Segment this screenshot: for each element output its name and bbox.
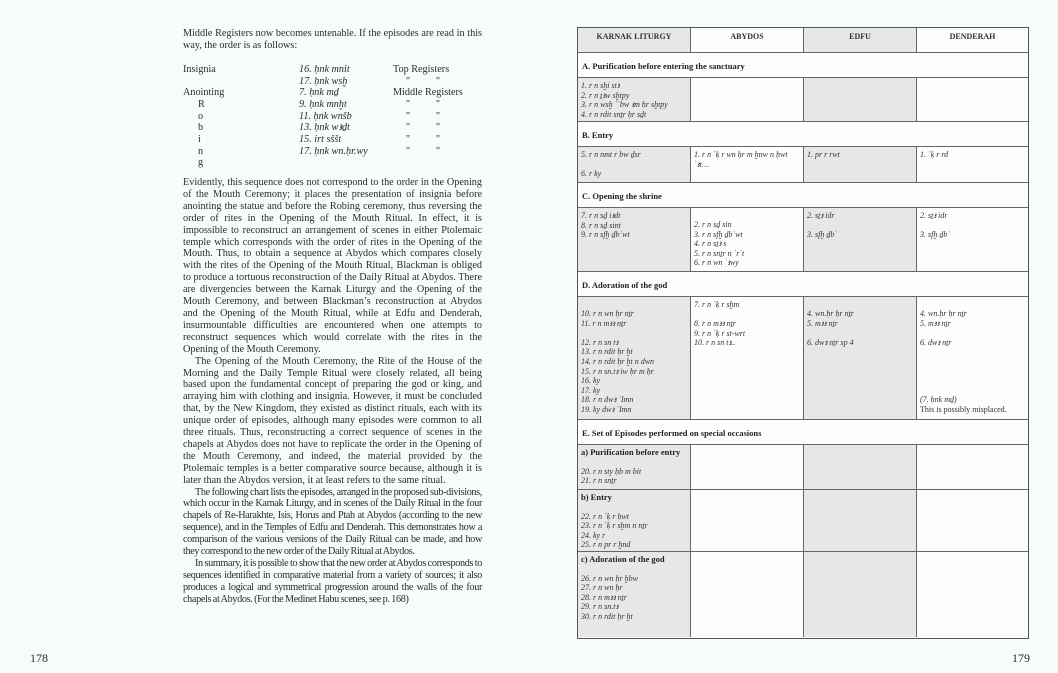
- ditto-mark: ": [435, 98, 441, 110]
- episode-line: 2. r n sḏ sin: [694, 220, 732, 229]
- cell-a-karnak: [578, 78, 691, 121]
- cell-e-a-denderah: [917, 445, 1028, 489]
- episode-line: 24. ky r: [581, 530, 606, 540]
- episode-group: [807, 338, 913, 348]
- episode-group: [920, 309, 1025, 328]
- cell-e-c-edfu: [804, 552, 917, 637]
- cell-c-abydos: [691, 208, 804, 271]
- episode-line: 4. r n rdit snṯr ḥr sḏt: [581, 109, 647, 119]
- episode-line: 3. r n wsḫ ʿʿbw ꜣm ḥr sḫtpy: [581, 100, 668, 110]
- page-number-right: 179: [1012, 651, 1030, 665]
- body-paragraph-2: The Opening of the Mouth Ceremony, the Rite of the House of the Morning and the Daily Temple Ritual were closely related, all being based upon the fundamental concept of preparing the god or king, and arraying him with clothing and insignia. However, it must be concluded that, by the New Kingdom, they existed as distinct rituals, each with its unique order of episodes, although many episodes were common to all three rituals. Thus, reconstructing a correct sequence of scenes in the chapels at Abydos does not have to replicate the order in the Opening of the Mouth Ceremony, and indeed, the material provided by the Ptolemaic temples is a better comparative source because, although it is later than the Abydos version, it at least refers to the same ritual.: [183, 355, 482, 486]
- order-register: Top Registers: [393, 63, 450, 75]
- ditto-mark: ": [405, 133, 411, 145]
- cell-e-b-denderah: [917, 490, 1028, 551]
- section-title-d: D. Adoration of the god: [578, 272, 1028, 297]
- episode-line: 1. pr r rwt: [807, 150, 840, 159]
- table-row-e-c: [578, 552, 1028, 637]
- episode-group: [581, 574, 687, 622]
- header-denderah: DENDERAH: [949, 32, 996, 41]
- episode-group: [581, 467, 687, 486]
- episode-line: 6. dwꜣ nṯr sp 4: [807, 337, 854, 347]
- episode-line: 3. r n sfḫ ḏbʿwt: [694, 229, 743, 239]
- order-row: [183, 87, 482, 99]
- episode-line: 19. ky dwꜣ ʾImn: [581, 404, 632, 414]
- table-row-e-b: [578, 490, 1028, 552]
- subsection-title-e-b: b) Entry: [581, 492, 612, 502]
- order-row: [183, 157, 482, 169]
- order-register: [393, 122, 482, 134]
- order-rite-label: [183, 76, 299, 88]
- order-episode: 17. ḥnk wsḫ: [299, 75, 348, 87]
- episode-line: 8. r n mꜣꜣ nṯr: [694, 319, 736, 329]
- episode-line: 9. r n sfḫ ḏbʿwt: [581, 230, 630, 240]
- order-rite-label: g: [198, 157, 204, 169]
- episode-line: 14. r n rdit ḥr ḫt n dwn: [581, 356, 655, 366]
- order-register: Middle Registers: [393, 87, 463, 99]
- episode-group: [694, 300, 800, 310]
- order-row: [183, 99, 482, 111]
- ditto-mark: ": [435, 145, 441, 157]
- episode-line: 21. r n snṯr: [581, 476, 617, 486]
- table-row-b: [578, 147, 1028, 183]
- episode-group: [581, 338, 687, 415]
- ditto-mark: ": [405, 98, 411, 110]
- header-karnak: KARNAK LITURGY: [578, 28, 691, 52]
- header-abydos: ABYDOS: [691, 28, 804, 52]
- episode-group: [581, 309, 687, 328]
- body-paragraph-3: The following chart lists the episodes, arranged in the proposed sub-divisions, which occur in the Karnak Liturgy, and in scenes of the Daily Ritual in the four chapels of Re-Harakhte, Isis, Horus and Ptah at Abydos (according to the new sequence), and in the Temples of Edfu and Denderah. This demonstrates how a comparison of the various versions of the Daily Ritual can be made, and how they correspond to the new order of the Daily Ritual at Abydos.: [183, 486, 482, 558]
- episode-line: 7. r n sḏ iꜣdt: [581, 211, 621, 220]
- cell-a-edfu: [804, 78, 917, 121]
- ditto-mark: ": [435, 110, 441, 122]
- body-paragraph-1: Evidently, this sequence does not correspond to the order in the Opening of the Mouth Ceremony; it places the presentation of insignia before anointing the statue and before the Robing ceremony, thus reversing the order of rites in the Opening of the Mouth Ritual. In effect, it is impossible to reconstruct an arrangement of scenes in either Ptolemaic temple which corresponds with the order of rites in the Opening of the Mouth. Thus, to obtain a sequence at Abydos which compares closely with the rites of the Opening of the Mouth Ritual, Blackman is obliged to produce a tortuous reconstruction of the Daily Ritual at Abydos. There are divergencies between the Karnak Liturgy and the Opening of the Mouth Ceremony, and between Blackman’s reconstruction at Abydos and the Opening of the Mouth Ritual, while at Edfu and Denderah, insurmountable difficulties are encountered when one attempts to reconstruct sequences which would correlate with the rites in the Opening of the Mouth Ceremony.: [183, 177, 482, 355]
- order-rite-label: b: [198, 122, 204, 134]
- episode-line: 3. sfḫ ḏbʿ: [920, 230, 950, 240]
- order-row: [183, 134, 482, 146]
- episode-line: 1. r n ʿḳ r wn ḥr m ḫnw n ḥwt: [694, 150, 788, 159]
- episode-line: 5. r n nmt r bw ḏsr: [581, 150, 641, 159]
- section-title-a: A. Purification before entering the sanctuary: [578, 53, 1028, 78]
- order-rite-label: n: [198, 145, 204, 157]
- ditto-mark: ": [405, 75, 411, 87]
- cell-e-b-edfu: [804, 490, 917, 551]
- section-title-b: B. Entry: [578, 122, 1028, 147]
- order-episode: 9. ḥnk mnḫt: [299, 98, 347, 110]
- episode-order-list: [183, 64, 482, 169]
- cell-c-karnak: [578, 208, 691, 271]
- episode-line: 20. r n sty ḥb m bit: [581, 466, 642, 476]
- episode-line: 2. sṯꜣ idr: [920, 211, 948, 220]
- episode-group: [920, 338, 1025, 348]
- order-rite-label: R: [198, 98, 205, 110]
- denderah-note: This is possibly misplaced.: [920, 404, 1007, 414]
- episode-line: 4. r n sṯꜣ s: [694, 239, 727, 249]
- cell-e-c-denderah: [917, 552, 1028, 637]
- episode-line: 5. r n snṯr n ʿrʿt: [694, 248, 745, 258]
- episode-line: 10. r n wn ḥr nṯr: [581, 309, 634, 318]
- episode-line: 16. ky: [581, 376, 601, 386]
- cell-b-denderah: [917, 147, 1028, 182]
- table-row-c: [578, 208, 1028, 272]
- body-paragraph-4: In summary, it is possible to show that the new order at Abydos corresponds to sequences identified in comparative material from a variety of sources; it also produces a logical and symmetrical progression around the walls of the four chapels at Abydos. (For the Medinet Habu scenes, see p. 168): [183, 558, 482, 605]
- cell-a-abydos: [691, 78, 804, 121]
- denderah-note-episode: (7. ḥnk mḏ): [920, 395, 957, 405]
- page-number-left: 178: [30, 651, 48, 665]
- episode-line: 11. r n mꜣꜣ nṯr: [581, 318, 627, 328]
- cell-d-edfu: [804, 297, 917, 419]
- cell-e-b-abydos: [691, 490, 804, 551]
- episode-group: [694, 319, 800, 348]
- episode-line: 10. r n sn tꜣ..: [694, 338, 736, 348]
- order-rite-label: Anointing: [183, 87, 225, 99]
- order-register: [393, 76, 482, 88]
- cell-b-edfu: [804, 147, 917, 182]
- episode-line: 6. dwꜣ nṯr: [920, 337, 952, 347]
- order-row: [183, 64, 482, 76]
- cell-e-c-abydos: [691, 552, 804, 637]
- order-register: [393, 157, 482, 169]
- episode-line: 13. r n rdit ḥr ḫt: [581, 347, 633, 357]
- cell-e-c-karnak: [578, 552, 691, 637]
- order-row: [183, 146, 482, 158]
- episode-line: 1. ʿḳ r rd: [920, 150, 949, 159]
- table-row-d: [578, 297, 1028, 420]
- episode-line: 1. r n sḫi stꜣ: [581, 81, 620, 90]
- subsection-title-e-a: a) Purification before entry: [581, 447, 681, 457]
- order-episode: 13. ḥnk wꜣḏt: [299, 122, 350, 134]
- cell-b-karnak: [578, 147, 691, 182]
- episode-line: 2. sṯꜣ idr: [807, 211, 835, 220]
- order-row: [183, 76, 482, 88]
- cell-d-karnak: [578, 297, 691, 419]
- episode-group: [807, 309, 913, 328]
- episode-line: 26. r n wn ḥr ḫbw: [581, 573, 638, 583]
- subsection-title-e-c: c) Adoration of the god: [581, 554, 665, 564]
- episode-line: 27. r n wn ḥr: [581, 583, 623, 593]
- order-episode: 17. ḥnk wn.ḥr.wy: [299, 145, 368, 157]
- table-row-a: [578, 78, 1028, 122]
- order-register: [393, 134, 482, 146]
- order-row: [183, 111, 482, 123]
- order-rite-label: Insignia: [183, 63, 216, 75]
- episode-line: 8. r n sḏ sint: [581, 220, 621, 230]
- order-rite-label: i: [198, 133, 201, 145]
- episode-line: 22. r n ʿḳ r ḥwt: [581, 511, 629, 521]
- section-title-c: C. Opening the shrine: [578, 183, 1028, 208]
- cell-e-b-karnak: [578, 490, 691, 551]
- cell-b-abydos: [691, 147, 804, 182]
- episode-line: 5. mꜣꜣ nṯr: [920, 318, 951, 328]
- cell-a-denderah: [917, 78, 1028, 121]
- order-register: [393, 146, 482, 158]
- episode-line: 18. r n dwꜣ ʾImn: [581, 395, 634, 405]
- episode-line: 4. wn.ḥr ḥr nṯr: [920, 309, 967, 318]
- episode-line: 9. r n ʿḳ r st-wrt: [694, 328, 746, 338]
- order-episode: 15. irt sššt: [299, 133, 342, 145]
- cell-e-a-karnak: [578, 445, 691, 489]
- table-row-e-a: [578, 445, 1028, 490]
- order-episode: 16. ḥnk mnit: [299, 63, 350, 75]
- order-row: [183, 122, 482, 134]
- cell-c-edfu: [804, 208, 917, 271]
- episode-line: 28. r n mꜣꜣ nṯr: [581, 592, 627, 602]
- episode-line: 15. r n sn.tꜣ iw ḥr m ḥr: [581, 366, 654, 376]
- episode-line: 4. wn.ḥr ḥr nṯr: [807, 309, 854, 318]
- header-edfu: EDFU: [804, 28, 917, 52]
- ditto-mark: ": [435, 75, 441, 87]
- episode-line: 17. ky: [581, 385, 601, 395]
- table-header-row: [578, 28, 1028, 53]
- ditto-mark: ": [405, 145, 411, 157]
- ditto-mark: ": [435, 133, 441, 145]
- cell-e-a-abydos: [691, 445, 804, 489]
- ditto-mark: ": [435, 122, 441, 134]
- episode-line: ʿꜣt…: [694, 159, 709, 169]
- episode-line: 12. r n sn tꜣ: [581, 337, 619, 347]
- cell-e-a-edfu: [804, 445, 917, 489]
- episode-line: 2. r n ṯꜣw sḫtpy: [581, 90, 630, 100]
- intro-paragraph: Middle Registers now becomes untenable. If the episodes are read in this way, the order is as follows:: [183, 28, 482, 51]
- ditto-mark: ": [405, 122, 411, 134]
- order-register: [393, 111, 482, 123]
- episode-line: 29. r n sn.tꜣ: [581, 602, 619, 612]
- cell-c-denderah: [917, 208, 1028, 271]
- section-title-e: E. Set of Episodes performed on special occasions: [578, 420, 1028, 445]
- episode-line: 6. r ky: [581, 169, 602, 179]
- left-page: [183, 28, 482, 606]
- ditto-mark: ": [405, 110, 411, 122]
- episode-line: 23. r n ʿḳ r sḫm n nṯr: [581, 521, 648, 531]
- episode-line: 6. r n wn ʿꜣwy: [694, 258, 739, 268]
- comparison-table: [577, 27, 1029, 639]
- cell-d-abydos: [691, 297, 804, 419]
- episode-group: [581, 512, 687, 550]
- order-episode: [299, 157, 393, 169]
- order-episode: 11. ḥnk wnšb: [299, 110, 352, 122]
- episode-line: 25. r n pr r ḫnd: [581, 540, 631, 550]
- episode-line: 5. mꜣꜣ nṯr: [807, 318, 838, 328]
- episode-line: 3. sfḫ ḏbʿ: [807, 230, 837, 240]
- episode-line: 30. r n rdit ḥr ḫt: [581, 611, 633, 621]
- order-register: [393, 99, 482, 111]
- cell-d-denderah: [917, 297, 1028, 419]
- order-episode: 7. ḥnk mḏ: [299, 87, 339, 99]
- episode-line: 7. r n ʿḳ r sḫm: [694, 300, 740, 309]
- order-rite-label: o: [198, 110, 204, 122]
